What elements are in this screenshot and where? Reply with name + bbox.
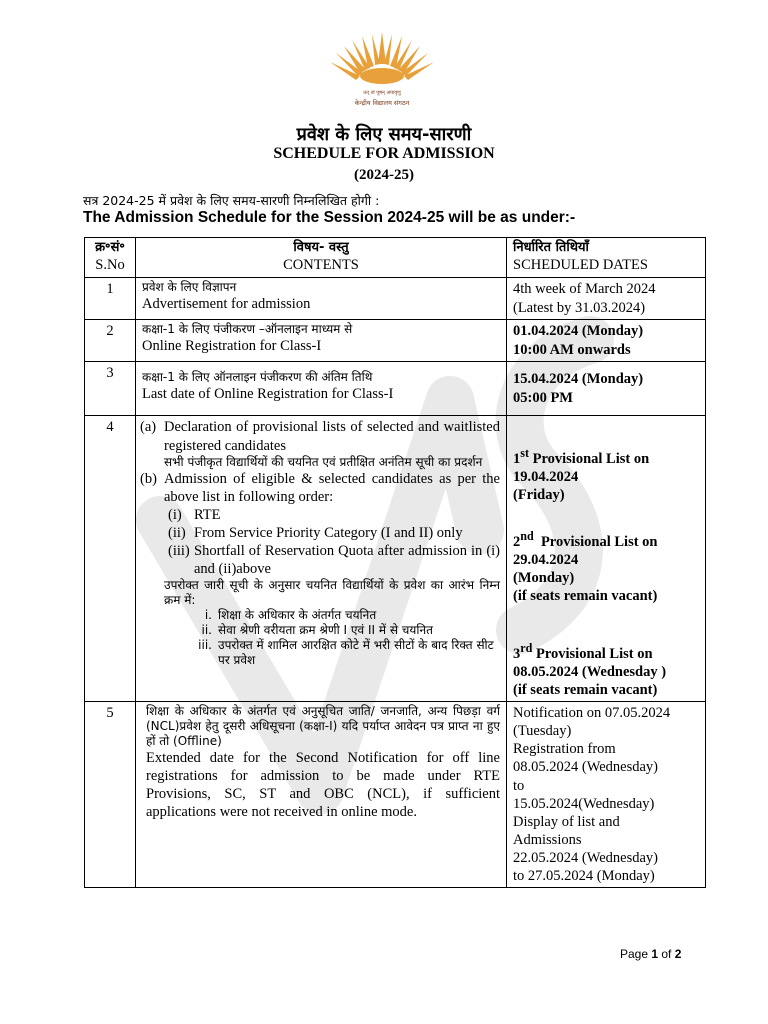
list-item-text: शिक्षा के अधिकार के अंतर्गत चयनित: [218, 608, 377, 623]
row4-contents: [136, 416, 507, 702]
row2-dates: [507, 320, 706, 362]
row1-contents-en: Advertisement for admission: [142, 296, 311, 313]
header-dates: [507, 238, 706, 278]
header-dates-hi: निर्धारित तिथियाँ: [513, 240, 589, 255]
row3-date2: 05:00 PM: [513, 389, 573, 406]
list-item-label: iii.: [198, 638, 212, 653]
list-item: [164, 638, 500, 668]
row4-a-label: (a): [140, 419, 157, 436]
row5-contents-en: Extended date for the Second Notification for off line registrations for admission to be made under RTE Provisions, SC, ST and OBC (NCL), if sufficient applications were not received in online mode.: [146, 750, 500, 821]
row2-date1: 01.04.2024 (Monday): [513, 323, 644, 340]
list1-sup: st: [520, 446, 529, 461]
row5-dates: [507, 702, 706, 888]
list3-label: Provisional List on: [532, 645, 653, 662]
list-item-text: सेवा श्रेणी वरीयता क्रम श्रेणी I एवं II में से चयनित: [218, 623, 433, 638]
page-number-prefix: Page: [620, 947, 652, 961]
header-contents-en: CONTENTS: [283, 257, 359, 274]
row4-b-sublist: [140, 506, 500, 579]
list-item-text: From Service Priority Category (I and II) only: [194, 525, 463, 541]
row5-date-line: 22.05.2024 (Wednesday): [513, 850, 659, 867]
row5-date-line: 15.05.2024(Wednesday): [513, 795, 655, 812]
row4-hindi-sublist: [140, 608, 500, 668]
row4-a-text: Declaration of provisional lists of selected and waitlisted registered candidates: [164, 419, 500, 454]
list1-date: 19.04.2024: [513, 469, 579, 486]
list1-day: (Friday): [513, 487, 565, 504]
table-row: [85, 278, 706, 320]
header-contents-hi: विषय- वस्तु: [293, 240, 349, 255]
list2-sup: nd: [520, 528, 534, 543]
logo-org-name: केन्द्रीय विद्यालय संगठन: [354, 99, 410, 107]
table-row: [85, 362, 706, 416]
list-item: [164, 506, 500, 524]
row3-date1: 15.04.2024 (Monday): [513, 371, 644, 388]
row1-date2: (Latest by 31.03.2024): [513, 299, 646, 316]
row4-a-hindi: सभी पंजीकृत विद्यार्थियों की चयनित एवं प्रतीक्षित अनंतिम सूची का प्रदर्शन: [164, 454, 483, 469]
provisional-list-2: [513, 529, 699, 551]
row5-date-line: (Tuesday): [513, 723, 572, 740]
row5-date-line: Admissions: [513, 831, 582, 848]
list-item-label: i.: [204, 608, 212, 623]
list2-note: (if seats remain vacant): [513, 587, 658, 604]
list3-sup: rd: [520, 640, 533, 655]
header-sno-en: S.No: [95, 257, 125, 274]
row1-contents: [136, 278, 507, 320]
row2-sno: 2: [85, 320, 136, 362]
list-item-label: ii.: [201, 623, 212, 638]
table-row: [85, 416, 706, 702]
row5-date-line: Registration from: [513, 741, 616, 758]
page-title-english: SCHEDULE FOR ADMISSION: [273, 145, 495, 162]
logo-tagline: तत् त्वं पूषन् अपावृणु: [363, 90, 401, 96]
row2-contents-en: Online Registration for Class-I: [142, 338, 322, 355]
list2-day: (Monday): [513, 569, 575, 586]
row5-date-line: to: [513, 777, 525, 794]
page-title-year: (2024-25): [354, 167, 414, 183]
row2-contents-hi: कक्षा-1 के लिए पंजीकरण –ऑनलाइन माध्यम से: [142, 322, 353, 337]
row3-sno: 3: [85, 362, 136, 416]
list-item-label: (i): [168, 506, 182, 523]
intro-english: The Admission Schedule for the Session 2024-25 will be as under:-: [83, 209, 576, 226]
row4-b-hindi: उपरोक्त जारी सूची के अनुसार चयनित विद्यार्थियों के प्रवेश का आरंभ निम्न क्रम में:: [164, 578, 500, 608]
admission-schedule-table: [84, 237, 706, 888]
list-item: [164, 608, 500, 623]
list1-number: 1: [513, 451, 521, 468]
row1-dates: [507, 278, 706, 320]
row4-sno: 4: [85, 416, 136, 702]
row3-contents-en: Last date of Online Registration for Class-I: [142, 386, 394, 403]
row5-contents-hi: शिक्षा के अधिकार के अंतर्गत एवं अनुसूचित जाति/ जनजाति, अन्य पिछड़ा वर्ग (NCL)प्रवेश हेतु दूसरी अधिसूचना (कक्षा-I) यदि पर्याप्त आवेदन पत्र प्राप्त ना हुए हों तो (Offline): [146, 704, 500, 749]
list-item-text: RTE: [194, 506, 221, 523]
page-number: [620, 947, 681, 961]
table-row: [85, 320, 706, 362]
list2-date: 29.04.2024: [513, 551, 579, 568]
intro-hindi: सत्र 2024-25 में प्रवेश के लिए समय-सारणी निम्नलिखित होगी :: [83, 193, 380, 208]
list3-number: 3: [513, 645, 521, 662]
provisional-list-1: [513, 446, 699, 468]
list-item-label: (ii): [168, 525, 186, 541]
list3-note: (if seats remain vacant): [513, 681, 658, 698]
list2-number: 2: [513, 533, 521, 550]
header-contents: [136, 238, 507, 278]
row4-item-b: [140, 470, 500, 506]
list-item: [164, 524, 500, 542]
list2-label: Provisional List on: [533, 533, 658, 550]
list1-label: Provisional List on: [528, 451, 650, 468]
row5-date-line: Display of list and: [513, 813, 620, 830]
page-title-hindi: प्रवेश के लिए समय-सारणी: [296, 124, 472, 145]
row4-dates: [507, 416, 706, 702]
row5-contents: [136, 702, 507, 888]
row3-contents: [136, 362, 507, 416]
row2-date2: 10:00 AM onwards: [513, 341, 631, 358]
row4-b-label: (b): [140, 470, 157, 487]
list-item-text: Shortfall of Reservation Quota after admission in (i) and (ii)above: [194, 543, 500, 578]
header-sno: [85, 238, 136, 278]
list3-date: 08.05.2024 (Wednesday ): [513, 663, 667, 680]
row5-date-line: 08.05.2024 (Wednesday): [513, 759, 659, 776]
row5-sno: 5: [85, 702, 136, 888]
list-item: [164, 623, 500, 638]
header-dates-en: SCHEDULED DATES: [513, 257, 648, 274]
page-number-middle: of: [658, 947, 675, 961]
row2-contents: [136, 320, 507, 362]
row5-date-line: to 27.05.2024 (Monday): [513, 868, 655, 885]
header-sno-hi: क्र॰सं॰: [95, 240, 125, 255]
row1-date1: 4th week of March 2024: [513, 281, 656, 298]
list-item: [164, 542, 500, 578]
row3-contents-hi: कक्षा-1 के लिए ऑनलाइन पंजीकरण की अंतिम तिथि: [142, 370, 373, 385]
row4-item-a: [140, 418, 500, 454]
provisional-list-3: [513, 641, 699, 663]
list-item-text: उपरोक्त में शामिल आरक्षित कोटे में भरी सीटों के बाद रिक्त सीट पर प्रवेश: [218, 638, 494, 668]
page-number-current: 1: [651, 947, 659, 961]
row5-date-line: Notification on 07.05.2024: [513, 705, 671, 722]
row3-dates: [507, 362, 706, 416]
list-item-label: (iii): [168, 543, 190, 560]
row1-sno: 1: [85, 278, 136, 320]
kvs-sun-logo-icon: [322, 28, 442, 113]
table-row: [85, 702, 706, 888]
page-number-total: 2: [674, 947, 682, 961]
table-header-row: [85, 238, 706, 278]
row1-contents-hi: प्रवेश के लिए विज्ञापन: [142, 280, 237, 295]
row4-b-text: Admission of eligible & selected candidates as per the above list in following order:: [164, 470, 500, 505]
